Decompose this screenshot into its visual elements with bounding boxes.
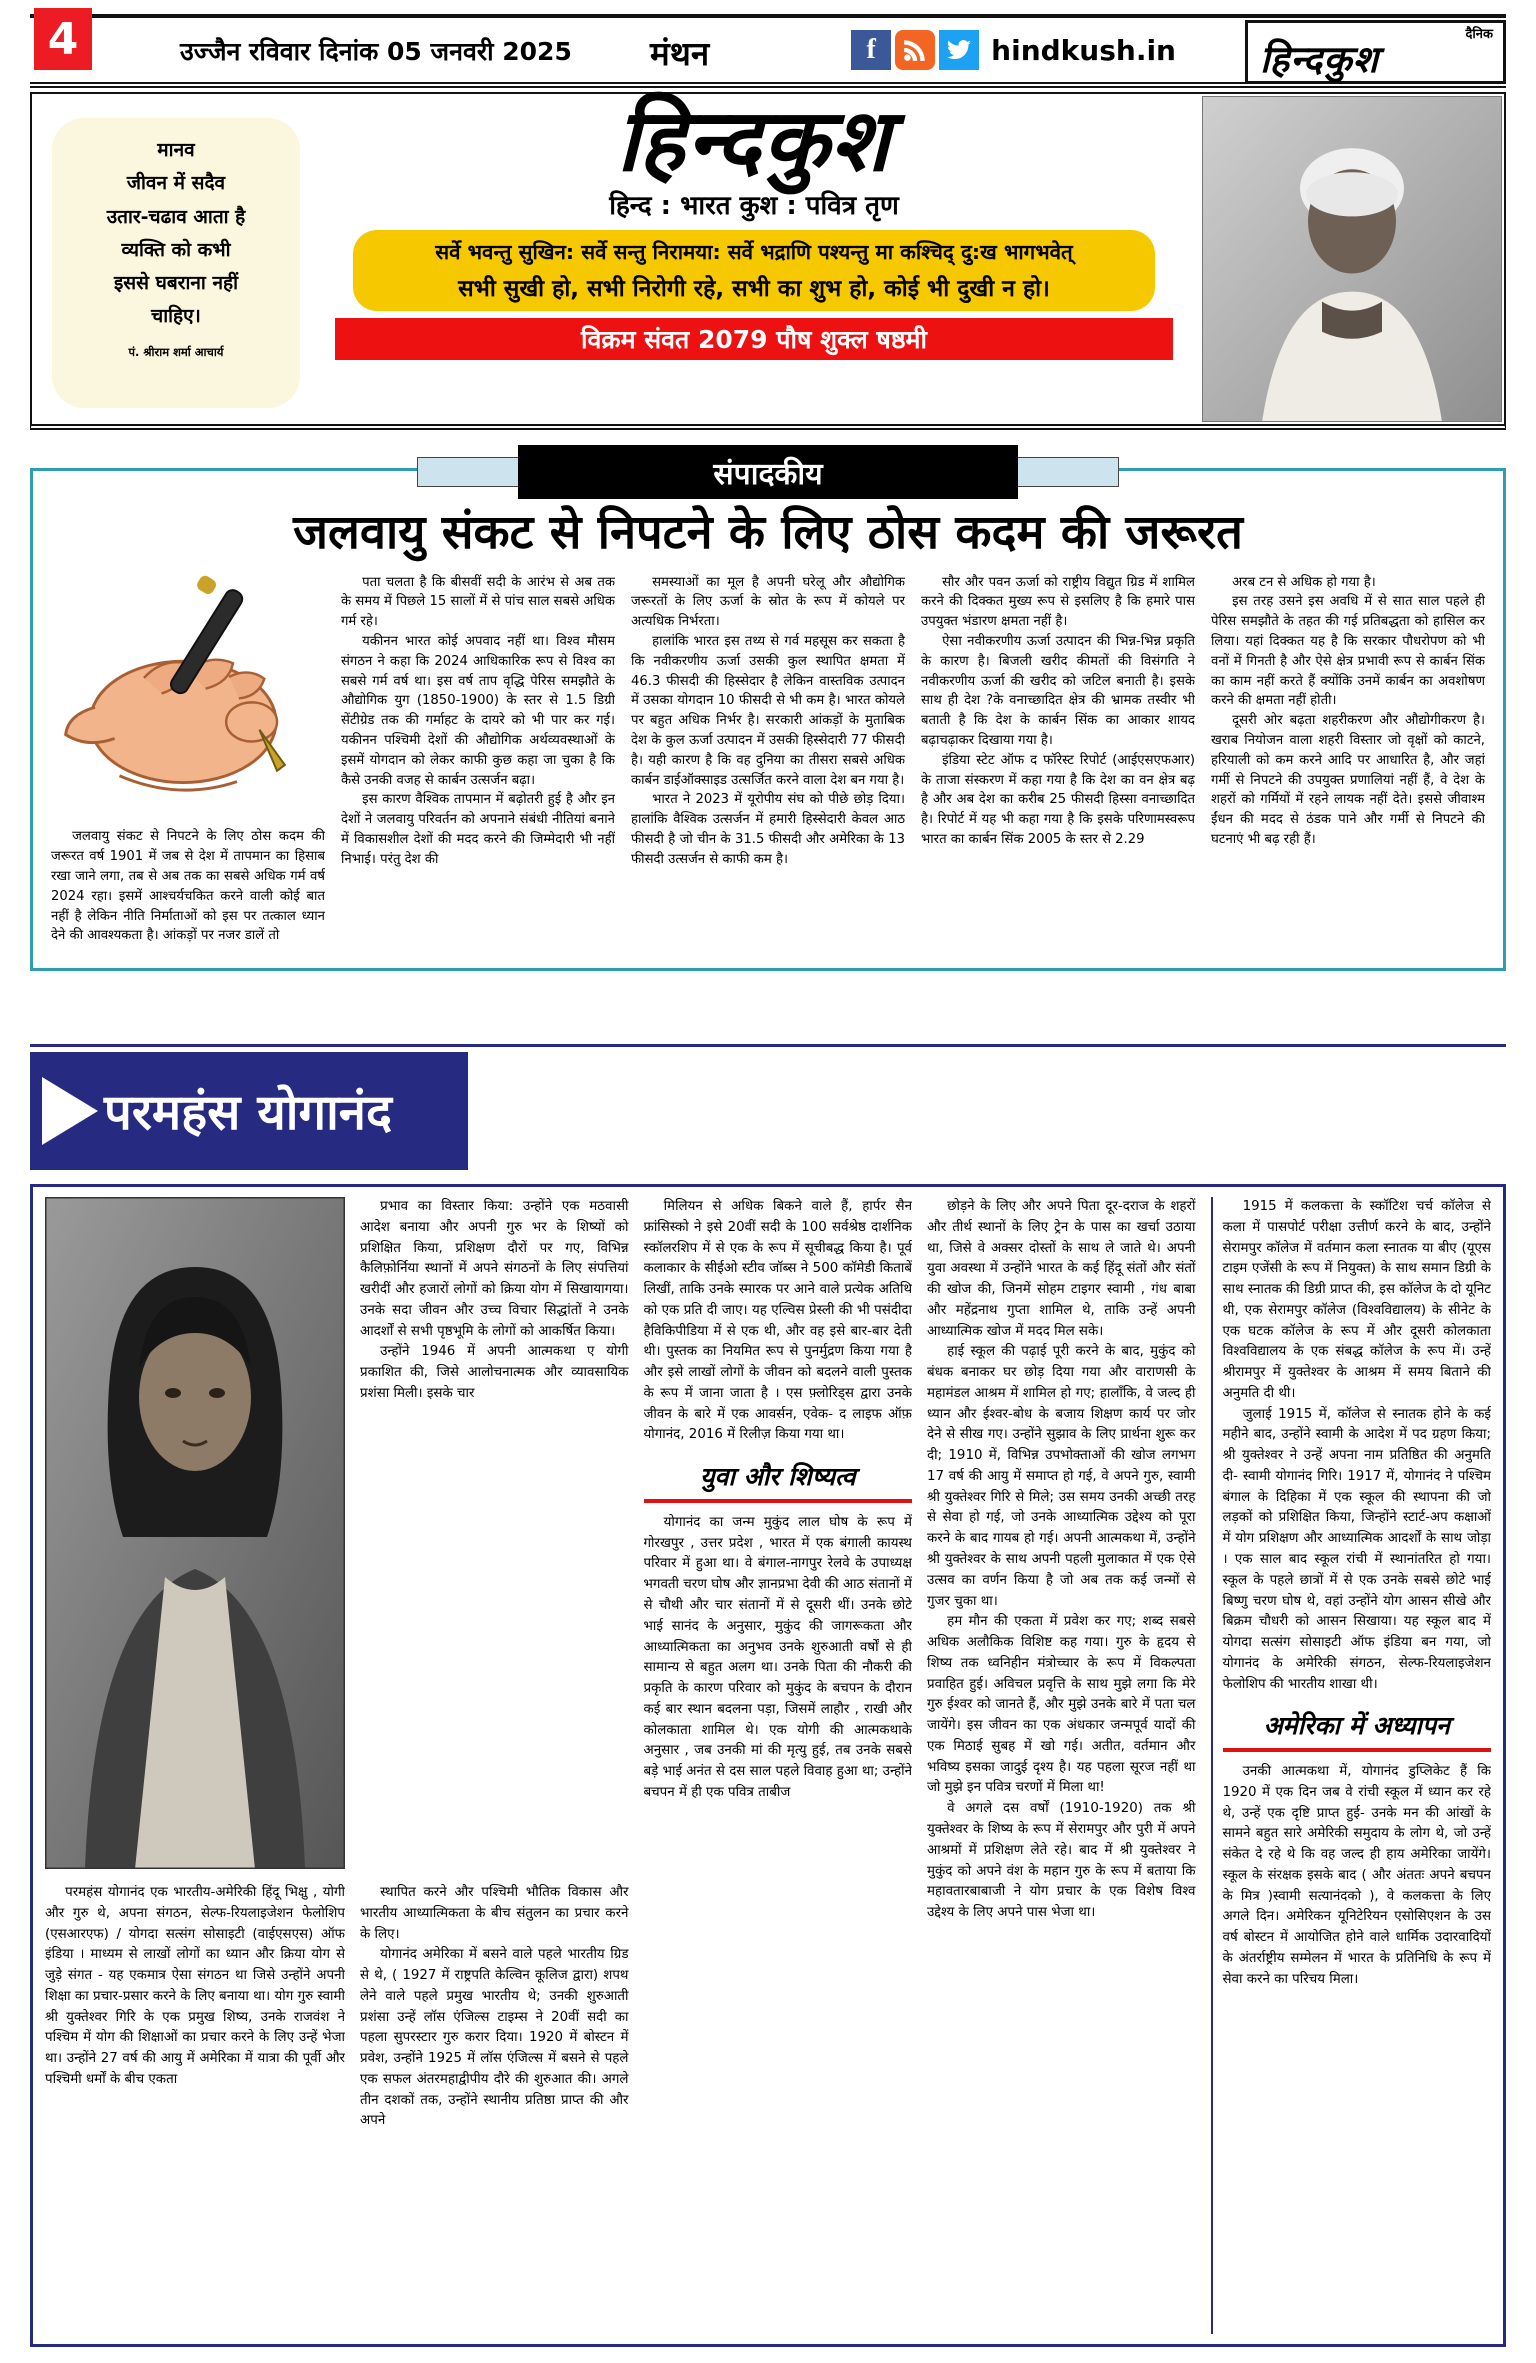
editorial-columns <box>33 563 1503 945</box>
newspaper-logo-small: हिन्दकुश <box>1260 38 1379 81</box>
founder-portrait-photo <box>1202 96 1502 422</box>
article-column-photo <box>45 1197 345 2334</box>
editorial-column-2 <box>341 573 615 945</box>
quote-line: मानव <box>157 139 195 161</box>
article-title: परमहंस योगानंद <box>104 1084 392 1141</box>
article-paragraph: जुलाई 1915 में, कॉलेज से स्नातक होने के कई महीने बाद, उन्होंने स्वामी के आदेश में पद ग्रहण किया; श्री युक्तेश्वर ने उन्हें अपना नाम प्रतिष्ठित की अनुमति दी- स्वामी योगानंद गिरि। 1917 में, योगानंद ने पश्चिम बंगाल के दिहिका में एक स्कूल की स्थापना की जो लड़कों को प्रशिक्षित किया, जिन्होंने स्टार्ट-अप कक्षाओं में योग प्रशिक्षण और आध्यात्मिक आदर्शों के साथ जोड़ा । एक साल बाद स्कूल रांची में स्थानांतरित हो गया। स्कूल के पहले छात्रों में से एक उनके सबसे छोटे भाई बिष्णु चरण घोष थे, वहां उन्होंने योग आसन सीखे और बिक्रम चौधरी को आसन सिखाया। यह स्कूल बाद में योगदा सत्संग सोसाइटी ऑफ इंडिया बन गया, जो योगानंद के अमेरिकी संगठन, सेल्फ-रियलाइजेशन फेलोशिप की भारतीय शाखा थी। <box>1222 1406 1491 1692</box>
shloka-sanskrit: सर्वे भवन्तु सुखिन: सर्वे सन्तु निरामया: सर्वे भद्राणि पश्यन्तु मा कश्चिद् दु:ख भागभवेत् <box>435 240 1073 265</box>
article-paragraph: 1915 में कलकत्ता के स्कॉटिश चर्च कॉलेज से कला में पासपोर्ट परीक्षा उत्तीर्ण करने के बाद, उन्होंने सेरामपुर कॉलेज में वर्तमान कला स्नातक या बीए (यूएस टाइम एजेंसी के रूप में नियुक्त) के साथ समान डिग्री के साथ स्नातक की डिग्री प्राप्त की, इस कॉलेज के दो यूनिट थी, एक सेरामपुर कॉलेज (विश्वविद्यालय) के सीनेट के एक घटक कॉलेज के रूप में और दूसरी कोलकाता विश्वविद्यालय के एक संबद्ध कॉलेज के रूप में। उन्हें श्रीरामपुर में युक्तेश्वर के आश्रम में समय बिताने की अनुमति दी थी। <box>1222 1199 1491 1401</box>
editorial-paragraph: इस कारण वैश्विक तापमान में बढ़ोतरी हुई है और इन देशों ने जलवायु परिवर्तन को अपनाने संबंधी नीतियां बनाने में विकासशील देशों की मदद करने की जिम्मेदारी भी नहीं निभाई। परंतु देश की <box>341 792 615 867</box>
quote-line: इससे घबराना नहीं <box>113 272 239 294</box>
page-number-badge: 4 <box>34 8 92 70</box>
newspaper-logo-large: हिन्दकुश <box>616 91 892 191</box>
article-column-4 <box>927 1197 1196 2334</box>
editorial-paragraph: ऐसा नवीकरणीय ऊर्जा उत्पादन की भिन्न-भिन्न प्रकृति के कारण है। बिजली खरीद कीमतों की विसंगति ने नवीकरणीय ऊर्जा की खरीद को जटिल बनाती है। इसके साथ ही देश ?के वनाच्छादित क्षेत्र की भ्रामक तस्वीर भी बताती है कि देश के कार्बन सिंक का आकार शायद बढ़ाचढ़ाकर दिखाया गया है। <box>921 634 1195 749</box>
editorial-column-4 <box>921 573 1195 945</box>
editorial-paragraph: दूसरी ओर बढ़ता शहरीकरण और औद्योगीकरण है। खराब नियोजन वाला शहरी विस्तार जो वृक्षों को काटने, हरियाली को कम करने आदि पर आधारित है, और जहां गर्मी से निपटने की उपयुक्त प्रणालियां नहीं हैं, वे देश के शहरों को गर्मियों में रहने लायक नहीं देते। इससे जीवाश्म ईंधन की मदद से ठंडक पाने और गर्मी से निपटने की घटनाएं भी बढ़ रही हैं। <box>1211 713 1485 848</box>
editorial-label: संपादकीय <box>518 445 1018 499</box>
subhead-youth-discipleship: युवा और शिष्यत्व <box>700 1462 856 1492</box>
editorial-paragraph: हालांकि भारत इस तथ्य से गर्व महसूस कर सकता है कि नवीकरणीय ऊर्जा उसकी कुल स्थापित क्षमता में 46.3 फीसदी की हिस्सेदार है लेकिन वास्तविक उत्पादन में उसका योगदान 10 फीसदी से भी कम है। भारत कोयले पर बहुत अधिक निर्भर है। सरकारी आंकड़ों के मुताबिक देश के कुल ऊर्जा उत्पादन में उसकी हिस्सेदारी 77 फीसदी है। यही कारण है कि वह दुनिया का तीसरा सबसे अधिक कार्बन डाईऑक्साइड उत्सर्जित करने वाला देश बन गया है। <box>631 634 905 788</box>
article-paragraph: उनकी आत्मकथा में, योगानंद डुप्लिकेट हैं कि 1920 में एक दिन जब वे रांची स्कूल में ध्यान कर रहे थे, उन्हें एक दृष्टि प्राप्त हुई- उनके मन की आंखों के सामने बहुत सारे अमेरिकी समुदाय के लोग थे, जो उन्हें संकेत दे रहे थे कि वह जल्द ही हाय अमेरिका जायेंगे। स्कूल के संरक्षक इसके बाद ( और अंततः अपने बचपन के मित्र )स्वामी सत्यानंदको ), वे कलकत्ता के लिए अगले दिन। अमेरिकन यूनिटेरियन एसोसिएशन के उस वर्ष बोस्टन में आयोजित होने वाले धार्मिक उदारवादियों के अंतर्राष्ट्रीय सम्मेलन में भारत के प्रतिनिधि के रूप में सेवा करने का परिचय मिला। <box>1222 1764 1491 1987</box>
article-paragraph: हम मौन की एकता में प्रवेश कर गए; शब्द सबसे अधिक अलौकिक विशिष्ट कह गया। गुरु के हृदय से शिष्य तक ध्वनिहीन मंत्रोच्चार के रूप में विकल्पता प्रवाहित हुई। अविचल प्रवृत्ति के साथ मुझे लगा कि मेरे गुरु ईश्वर को जानते हैं, और मुझे उनके बारे में पता चल जायेंगे। इस जीवन का एक अंधकार जन्मपूर्व यादों की एक मिठाई सुबह में खो गई। अतीत, वर्तमान और भविष्य इसका जादुई दृश्य है। यह पहला सूरज नहीं था जो मुझे इन पवित्र चरणों में मिला था! <box>927 1614 1196 1796</box>
masthead-center <box>308 91 1200 424</box>
twitter-bird-glyph <box>946 37 972 63</box>
masthead-logo-box <box>1245 20 1506 84</box>
article-column-2-top <box>360 1197 629 1869</box>
top-bar <box>30 14 1506 82</box>
quote-line: उतार-चढाव आता है <box>106 205 246 228</box>
vikram-samvat-bar: विक्रम संवत 2079 पौष शुक्ल षष्ठमी <box>335 318 1173 360</box>
article-body <box>30 1184 1506 2347</box>
dateline: उज्जैन रविवार दिनांक 05 जनवरी 2025 <box>180 37 572 66</box>
editorial-paragraph: समस्याओं का मूल है अपनी घरेलू और औद्योगिक जरूरतों के लिए ऊर्जा के स्रोत के रूप में कोयले पर अत्यधिक निर्भरता। <box>631 574 905 630</box>
dainik-label: दैनिक <box>1465 27 1493 42</box>
portrait-placeholder <box>1202 96 1502 422</box>
yogananda-photo <box>45 1197 345 1869</box>
editorial-paragraph: जलवायु संकट से निपटने के लिए ठोस कदम की जरूरत वर्ष 1901 में जब से देश में तापमान का हिसाब रखा जाने लगा, तब से अब तक का सबसे अधिक गर्म वर्ष 2024 रहा। इसमें आश्चर्यचकित करने वाली कोई बात नहीं है लेकिन नीति निर्माताओं को इस पर तत्काल ध्यान देने की आवश्यकता है। आंकड़ों पर नजर डालें तो <box>51 829 325 944</box>
masthead-top-rule <box>30 82 1506 88</box>
photo-bio-text <box>45 1883 345 2091</box>
hand-with-pen-illustration <box>51 573 325 817</box>
article-paragraph: प्रभाव का विस्तार किया: उन्होंने एक मठवासी आदेश बनाया और अपनी गुरु भर के शिष्यों को प्रशिक्षित किया, प्रशिक्षण दौरों पर गए, विभिन्न कैलिफ़ोर्निया स्थानों में अपने संगठनों के लिए संपत्तियां खरीदीं और हजारों लोगों को क्रिया योग में सिखायागया। उनके सदा जीवन और उच्च विचार सिद्धांतों ने उनके आदर्शों से सभी पृष्ठभूमि के लोगों को आकर्षित किया। <box>360 1199 629 1339</box>
editorial-paragraph: इंडिया स्टेट ऑफ द फॉरेस्ट रिपोर्ट (आईएसएफआर) के ताजा संस्करण में कहा गया है कि देश का वन क्षेत्र बढ़ है और अब देश का करीब 25 फीसदी हिस्सा वनाच्छादित है। रिपोर्ट में यह भी कहा गया है कि इसके परिणामस्वरूप भारत का कार्बन सिंक 2005 के स्तर से 2.29 <box>921 752 1195 848</box>
shloka-hindi: सभी सुखी हो, सभी निरोगी रहे, सभी का शुभ हो, कोई भी दुखी न हो। <box>458 276 1050 303</box>
quote-line: जीवन में सदैव <box>126 172 226 195</box>
quote-line: व्यक्ति को कभी <box>121 238 231 261</box>
article-paragraph: हाई स्कूल की पढ़ाई पूरी करने के बाद, मुकुंद को बंधक बनाकर घर छोड़ दिया गया और वाराणसी के महामंडल आश्रम में शामिल हो गए; हालाँकि, वे जल्द ही ध्यान और ईश्वर-बोध के बजाय शिक्षण कार्य पर जोर देने से सीख गए। उन्होंने सुझाव के लिए प्रार्थना शुरू कर दी; 1910 में, विभिन्न उपभोक्ताओं की खोज लगभग 17 वर्ष की आयु में समाप्त हो गई, वे अपने गुरु, स्वामी श्री युक्तेश्वर गिरि से मिले; उस समय उनकी अच्छी तरह से सेवा हो गई, जो उनके आध्यात्मिक उद्देश्य को पूरा करने के बाद गायब हो गई। अपनी आत्मकथा में, उन्होंने श्री युक्तेश्वर के साथ अपनी पहली मुलाकात में एक ऐसे उत्सव का वर्णन किया है जो अब तक कई जन्मों से गुजर चुका था। <box>927 1344 1196 1609</box>
editorial-paragraph: इस तरह उसने इस अवधि में से सात साल पहले ही पेरिस समझौते के तहत की गई प्रतिबद्धता को हासिल कर लिया। यहां दिक्कत यह है कि सरकार पौधरोपण को भी वनों में गिनती है और ऐसे क्षेत्र प्रभावी रूप से कार्बन सिंक का काम नहीं करते हैं क्योंकि उनमें कार्बन का अवशोषण करने की क्षमता नहीं होती। <box>1211 594 1485 709</box>
quote-line: चाहिए। <box>151 305 201 328</box>
editorial-paragraph: अरब टन से अधिक हो गया है। <box>1232 574 1376 590</box>
editorial-column-5 <box>1211 573 1485 945</box>
editorial-paragraph: भारत ने 2023 में यूरोपीय संघ को पीछे छोड़ दिया। हालांकि वैश्विक उत्सर्जन में हमारी हिस्सेदारी केवल आठ फीसदी है जो चीन के 31.5 फीसदी और अमेरिका के 13 फीसदी उत्सर्जन से काफी कम है। <box>631 792 905 867</box>
rss-glyph <box>902 37 928 63</box>
facebook-icon[interactable]: f <box>851 30 891 70</box>
article-paragraph: छोड़ने के लिए और अपने पिता दूर-दराज के शहरों और तीर्थ स्थानों के लिए ट्रेन के पास का खर्चा उठाया था, जिसे वे अक्सर दोस्तों के साथ ले जाते थे। अपनी युवा अवस्था में उन्होंने भारत के कई हिंदू संतों और संतों की खोज की, जिनमें सोहम टाइगर स्वामी , गंध बाबा और महेंद्रनाथ गुप्ता शामिल थे, ताकि उन्हें अपनी आध्यात्मिक खोज में मदद मिल सके। <box>927 1199 1196 1339</box>
editorial-paragraph: पता चलता है कि बीसवीं सदी के आरंभ से अब तक के समय में पिछले 15 सालों में से पांच साल सबसे अधिक गर्म रहे। <box>341 574 615 630</box>
article-top-rule <box>30 1044 1506 1047</box>
shloka-box <box>353 230 1156 311</box>
editorial-headline: जलवायु संकट से निपटने के लिए ठोस कदम की जरूरत <box>293 505 1243 560</box>
subhead-underline <box>1223 1748 1492 1752</box>
twitter-icon[interactable] <box>939 30 979 70</box>
article-column-2-bottom <box>360 1883 629 2132</box>
subhead-underline <box>644 1499 913 1503</box>
article-column-5 <box>1211 1197 1492 2334</box>
logo-tagline: हिन्द : भारत कुश : पवित्र तृण <box>609 191 899 222</box>
editorial-section <box>30 456 1506 971</box>
article-column-3 <box>644 1197 913 2334</box>
editorial-paragraph: सौर और पवन ऊर्जा को राष्ट्रीय विद्युत ग्रिड में शामिल करने की दिक्कत मुख्य रूप से इसलिए है कि हमारे पास उपयुक्त भंडारण क्षमता नहीं है। <box>921 574 1195 630</box>
page-title: मंथन <box>650 34 710 73</box>
editorial-column-3 <box>631 573 905 945</box>
site-url[interactable]: hindkush.in <box>991 33 1176 67</box>
masthead <box>30 92 1506 430</box>
article-paragraph: वे अगले दस वर्षों (1910-1920) तक श्री युक्तेश्वर के शिष्य के रूप में सेरामपुर और पुरी में अपने आश्रमों में प्रशिक्षण लेते रहे। बाद में श्री युक्तेश्वर ने मुकुंद को अपने वंश के महान गुरु के रूप में बताया कि महावतारबाबाजी ने योग प्रचार के एक विशेष विश्व उद्देश्य के लिए अपने पास भेजा था। <box>927 1801 1196 1921</box>
editorial-column-1 <box>51 573 325 945</box>
article-paragraph: योगानंद अमेरिका में बसने वाले पहले भारतीय ग्रिड से थे, ( 1927 में राष्ट्रपति केल्विन कूलिज द्वारा) शपथ लेने वाले पहले प्रमुख भारतीय थे; उनकी शुरुआती प्रशंसा उन्हें लॉस एंजिल्स टाइम्स ने 20वीं सदी का पहला सुपरस्टार गुरु करार दिया। 1920 में बोस्टन में प्रवेश, उन्होंने 1925 में लॉस एंजिल्स में बसने से पहले एक सफल अंतरमहाद्वीपीय दौरे की शुरुआत की। अगले तीन दशकों तक, उन्होंने स्थानीय प्रतिष्ठा प्राप्त की और अपने <box>360 1947 629 2129</box>
article-paragraph: उन्होंने 1946 में अपनी आत्मकथा ए योगी प्रकाशित की, जिसे आलोचनात्मक और व्यावसायिक प्रशंसा मिली। इसके चार <box>360 1344 629 1401</box>
subhead-teaching-in-america: अमेरिका में अध्यापन <box>1263 1711 1450 1741</box>
article-paragraph: योगानंद का जन्म मुकुंद लाल घोष के रूप में गोरखपुर , उत्तर प्रदेश , भारत में एक बंगाली कायस्थ परिवार में हुआ था। वे बंगाल-नागपुर रेलवे के उपाध्यक्ष भगवती चरण घोष और ज्ञानप्रभा देवी की आठ संतानों में से चौथी और चार संतानों में से दूसरी थीं। उनके छोटे भाई सानंद के अनुसार, मुकुंद की जागरूकता और आध्यात्मिकता का अनुभव उनके शुरुआती वर्षों से ही सामान्य से बहुत अलग था। उनके पिता की नौकरी की प्रकृति के कारण परिवार को मुकुंद के बचपन के दौरान कई बार स्थान बदलना पड़ा, जिसमें लाहौर , राखी और कोलकाता शामिल थे। एक योगी की आत्मकथाके अनुसार , जब उनकी मां की मृत्यु हुई, तब उनके सबसे बड़े भाई अनंत से दस साल पहले विवाह हुआ था; उन्होंने बचपन में ही एक पवित्र ताबीज <box>643 1514 912 1800</box>
banner-arrow-icon <box>42 1077 98 1145</box>
article-paragraph: परमहंस योगानंद एक भारतीय-अमेरिकी हिंदू भिक्षु , योगी और गुरु थे, अपना संगठन, सेल्फ-रियलाइजेशन फेलोशिप (एसआरएफ) / योगदा सत्संग सोसाइटी (वाईएसएस) ऑफ इंडिया । माध्यम से लाखों लोगों का ध्यान और क्रिया योग से जुड़े संगत - यह एकमात्र ऐसा संगठन था जिसे उन्होंने अपनी शिक्षा का प्रचार-प्रसार करने के लिए बनाया था। योग गुरु स्वामी श्री युक्तेश्वर गिरि के एक प्रमुख शिष्य, उनके राजवंश ने पश्चिम में योग की शिक्षाओं का प्रचार करने के लिए उन्हें भेजा था। उन्होंने 27 वर्ष की आयु में अमेरिका में यात्रा की पूर्वी और पश्चिमी धर्मों के बीच एकता <box>45 1885 345 2087</box>
article-paragraph: मिलियन से अधिक बिकने वाले हैं, हार्पर सैन फ्रांसिस्को ने इसे 20वीं सदी के 100 सर्वश्रेष्ठ दार्शनिक स्कॉलरशिप में से एक के रूप में सूचीबद्ध किया है। पूर्व कलाकार के सीईओ स्टीव जॉब्स ने 500 कॉमेडी किताबें लिखीं, ताकि उनके स्मारक पर आने वाले प्रत्येक अतिथि को एक प्रति दी जाए। यह एल्विस प्रेस्ली की भी पसंदीदा हैविकिपीडिया में से एक थी, और वह इसे बार-बार देती थी। पुस्तक का नियमित रूप से पुनर्मुद्रण किया गया है और इसे लाखों लोगों के जीवन को बदलने वाली पुस्तक के रूप में जाना जाता है । एस फ़्लोरिड्स द्वारा उनके जीवन के बारे में एक आवर्सन, एवेक- द लाइफ ऑफ़ योगानंद, 2016 में रिलीज़ किया गया था। <box>643 1199 912 1443</box>
social-icons <box>851 30 1176 70</box>
article-paragraph: स्थापित करने और पश्चिमी भौतिक विकास और भारतीय आध्यात्मिकता के बीच संतुलन का प्रचार करने के लिए। <box>360 1885 629 1942</box>
rss-icon[interactable] <box>895 30 935 70</box>
editorial-paragraph: यकीनन भारत कोई अपवाद नहीं था। विश्व मौसम संगठन ने कहा कि 2024 आधिकारिक रूप से विश्व का सबसे गर्म वर्ष था। इस वर्ष ताप वृद्धि पेरिस समझौते के औद्योगिक युग (1850-1900) के स्तर से 1.5 डिग्री सेंटीग्रेड तक की गर्माहट के दायरे को भी पार कर गई। यकीनन पश्चिमी देशों की औद्योगिक अर्थव्यवस्थाओं के इसमें योगदान को लेकर काफी कुछ कहा जा चुका है कि कैसे उनकी वजह से कार्बन उत्सर्जन बढ़ा। <box>341 634 615 788</box>
quote-attribution: पं. श्रीराम शर्मा आचार्य <box>128 344 224 359</box>
article-banner <box>30 1052 468 1170</box>
quote-card <box>52 118 300 408</box>
article-column-2 <box>360 1197 629 2334</box>
